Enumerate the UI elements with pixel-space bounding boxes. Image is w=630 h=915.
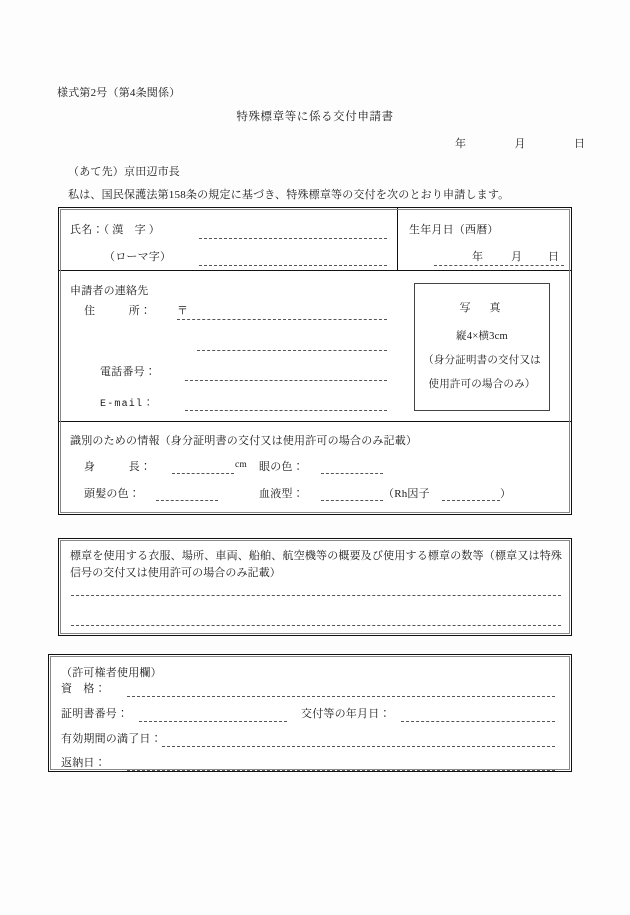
usage-description-box xyxy=(58,538,572,636)
photo-size: 縦4×横3cm xyxy=(456,331,508,342)
telephone-label: 電話番号： xyxy=(100,366,156,378)
table-rule-2 xyxy=(59,421,571,422)
birth-day-label: 日 xyxy=(548,251,560,263)
birth-month-label: 月 xyxy=(511,251,523,263)
expiry-date-input[interactable] xyxy=(162,746,555,747)
email-input[interactable] xyxy=(185,410,387,411)
hair-color-label: 頭髪の色： xyxy=(84,488,140,500)
certificate-no-label: 証明書番号： xyxy=(61,708,129,720)
form-number: 様式第2号（第4条関係） xyxy=(57,87,181,99)
intro-statement: 私は、国民保護法第158条の規定に基づき、特殊標章等の交付を次のとおり申請します。 xyxy=(68,189,510,201)
email-label: E-mail： xyxy=(100,399,155,410)
permit-authority-box xyxy=(48,654,572,772)
date-month-label: 月 xyxy=(514,138,526,150)
date-year-label: 年 xyxy=(455,138,466,150)
postal-mark: 〒 xyxy=(177,305,189,317)
document-title: 特殊標章等に係る交付申請書 xyxy=(236,111,394,123)
contact-heading: 申請者の連絡先 xyxy=(70,285,149,297)
photo-placeholder xyxy=(414,283,550,411)
return-date-label: 返納日： xyxy=(61,757,106,769)
photo-note-line2: 使用許可の場合のみ） xyxy=(428,379,536,390)
identification-heading: 識別のための情報（身分証明書の交付又は使用許可の場合のみ記載） xyxy=(70,435,418,447)
usage-description-text: 標章を使用する衣服、場所、車両、船舶、航空機等の概要及び使用する標章の数等（標章又は特殊信号の交付又は使用許可の場合のみ記載） xyxy=(70,550,562,579)
rh-factor-label: （Rh因子 xyxy=(383,488,430,500)
hair-color-input[interactable] xyxy=(156,500,218,501)
height-input[interactable] xyxy=(172,473,234,474)
issue-date-label: 交付等の年月日： xyxy=(301,708,391,720)
qualification-input[interactable] xyxy=(127,696,555,697)
name-romaji-label: （ローマ字） xyxy=(104,251,172,263)
height-label: 身 長： xyxy=(84,461,152,473)
rh-factor-input[interactable] xyxy=(442,500,500,501)
photo-note-line1: （身分証明書の交付又は xyxy=(423,355,541,366)
table-rule-1 xyxy=(59,270,571,271)
certificate-no-input[interactable] xyxy=(139,721,287,722)
eye-color-input[interactable] xyxy=(321,473,383,474)
rh-factor-close-paren: ） xyxy=(500,488,512,500)
address-input-line1[interactable] xyxy=(177,319,387,320)
qualification-label: 資 格： xyxy=(61,683,106,695)
birthdate-label: 生年月日（西暦） xyxy=(409,224,499,236)
permit-heading: （許可権者使用欄） xyxy=(61,667,162,679)
address-label: 住 所： xyxy=(84,305,152,317)
birthdate-input[interactable] xyxy=(434,265,564,266)
height-unit: cm xyxy=(235,460,248,470)
addressee: （あて先）京田辺市長 xyxy=(68,166,180,178)
address-input-line2[interactable] xyxy=(197,350,387,351)
name-romaji-input[interactable] xyxy=(199,265,387,266)
telephone-input[interactable] xyxy=(185,380,387,381)
eye-color-label: 眼の色： xyxy=(259,461,304,473)
blood-type-label: 血液型： xyxy=(259,488,304,500)
table-divider-vertical xyxy=(397,208,398,270)
photo-title: 写 真 xyxy=(459,302,505,314)
blood-type-input[interactable] xyxy=(321,500,383,501)
name-kanji-label: 氏名：（ 漢 字 ） xyxy=(70,224,160,236)
return-date-input[interactable] xyxy=(127,770,555,771)
usage-input-line2[interactable] xyxy=(71,625,561,626)
usage-input-line1[interactable] xyxy=(71,595,561,596)
issue-date-input[interactable] xyxy=(401,721,555,722)
birth-year-label: 年 xyxy=(472,251,484,263)
date-day-label: 日 xyxy=(574,138,585,150)
submission-date-line xyxy=(455,135,585,151)
name-kanji-input[interactable] xyxy=(199,238,387,239)
applicant-info-table xyxy=(58,207,572,515)
expiry-date-label: 有効期間の満了日： xyxy=(61,733,162,745)
